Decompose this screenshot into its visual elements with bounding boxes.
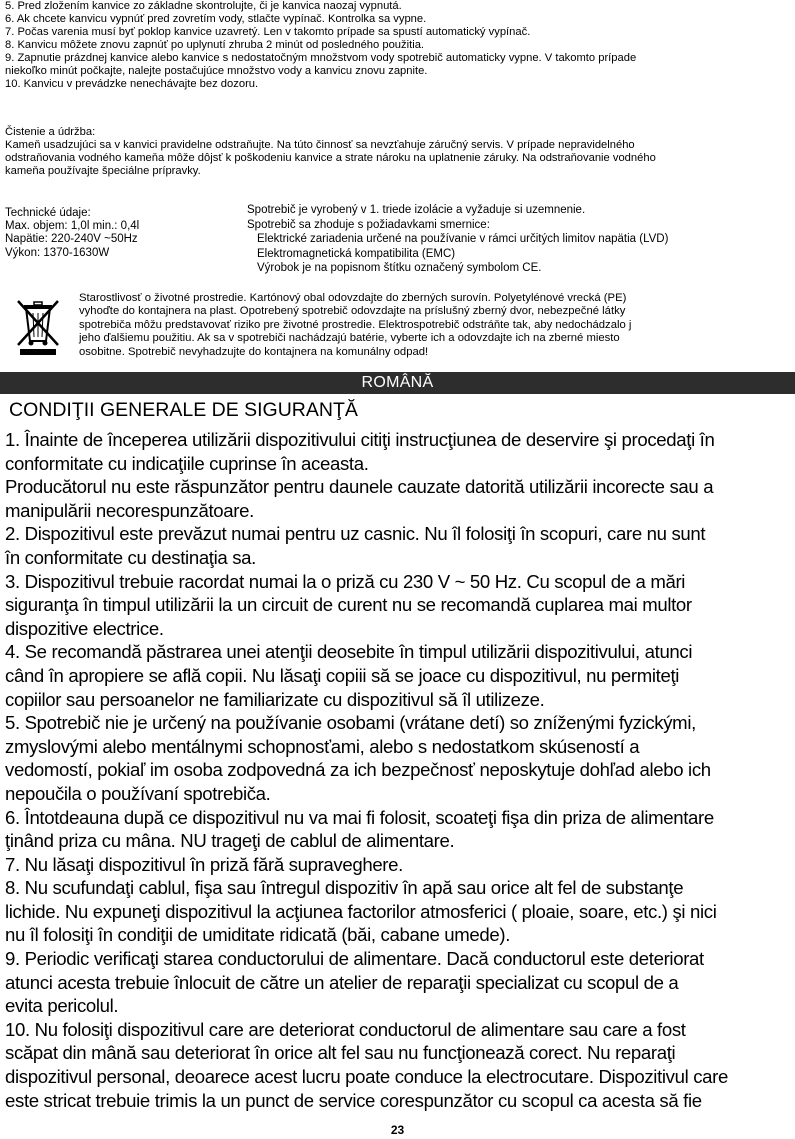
slovak-safety-line: 8. Kanvicu môžete znovu zapnúť po uplynutí zhruba 2 minút od posledného použitia.	[5, 39, 425, 51]
compliance-line: Spotrebič sa zhoduje s požiadavkami smernice:	[247, 218, 490, 231]
romanian-line: nepoučila o používaní spotrebiča.	[5, 782, 271, 804]
slovak-safety-line: 10. Kanvicu v prevádzke nenechávajte bez dozoru.	[5, 78, 259, 90]
romanian-line: 4. Se recomandă păstrarea unei atenţii deosebite în timpul utilizării dispozitivului, atunci	[5, 641, 693, 663]
cleaning-line: kameňa používajte špeciálne prípravky.	[5, 165, 201, 177]
tech-line: Technické údaje:	[5, 207, 91, 219]
romanian-line: siguranţa în timpul utilizării la un circuit de curent nu se recomandă cuplarea mai multor	[5, 594, 692, 616]
slovak-cleaning-section	[5, 126, 790, 178]
romanian-line: 2. Dispozitivul este prevăzut numai pentru uz casnic. Nu îl folosiţi în scopuri, care nu sunt	[5, 523, 706, 545]
cleaning-line: Kameň usadzujúci sa v kanvici pravidelne odstraňujte. Na túto činnosť sa nevzťahuje záručný servis. V prípade nepravidelného	[5, 139, 635, 151]
cleaning-line: odstraňovania vodného kameňa môže dôjsť k poškodeniu kanvice a strate nároku na uplatnenie záruky. Na odstraňovanie vodného	[5, 152, 656, 164]
environment-line: spotrebiča môžu predstavovať riziko pre životné prostredie. Elektrospotrebič odstráňte tak, aby nedochádzalo j	[79, 318, 632, 331]
tech-line: Max. objem: 1,0l min.: 0,4l	[5, 220, 140, 233]
romanian-line: copiilor sau persoanelor ne familiarizate cu dispozitivul să îl utilizeze.	[5, 688, 545, 710]
compliance-line: Výrobok je na popisnom štítku označený symbolom CE.	[257, 262, 542, 275]
romanian-line: este stricat trebuie trimis la un punct de service corespunzător cu scopul ca acesta să fie	[5, 1089, 702, 1111]
romanian-section-title: CONDIŢII GENERALE DE SIGURANŢĂ	[9, 399, 358, 421]
romanian-line: dispozitive electrice.	[5, 617, 164, 639]
romanian-line: vedomostí, pokiaľ im osoba zodpovedná za ich bezpečnosť neposkytuje dohľad alebo ich	[5, 759, 711, 781]
language-banner-label: ROMÂNĂ	[361, 374, 434, 391]
slovak-safety-line: 5. Pred zložením kanvice zo základne skontrolujte, či je kanvica naozaj vypnutá.	[5, 0, 402, 12]
romanian-line: 10. Nu folosiţi dispozitivul care are deteriorat conductorul de alimentare sau care a fost	[5, 1018, 686, 1040]
compliance-line: Elektromagnetická kompatibilita (EMC)	[257, 247, 456, 260]
romanian-line: conformitate cu indicaţiile cuprinse în aceasta.	[5, 452, 369, 474]
compliance-info	[247, 203, 792, 276]
romanian-line: manipulării necorespunzătoare.	[5, 499, 254, 521]
page-number: 23	[390, 1123, 405, 1137]
slovak-safety-line: 9. Zapnutie prázdnej kanvice alebo kanvice s nedostatočným množstvom vody spotrebič automaticky vypne. V takomto prípade	[5, 52, 637, 64]
environment-line: jeho ďalšiemu použitiu. Ak sa v spotrebiči nachádzajú batérie, vyberte ich a odovzdajte ich na zberné miesto	[79, 332, 620, 345]
romanian-line: nu îl folosiţi în condiţii de umiditate ridicată (băi, cabane umede).	[5, 924, 511, 946]
romanian-line: evita pericolul.	[5, 995, 119, 1017]
crossed-out-wheelie-bin-icon	[12, 297, 64, 357]
slovak-safety-section	[5, 0, 790, 91]
romanian-line: în conformitate cu destinaţia sa.	[5, 546, 256, 568]
tech-line: Výkon: 1370-1630W	[5, 246, 110, 259]
romanian-line: 5. Spotrebič nie je určený na používanie osobami (vrátane detí) so zníženými fyzickými,	[5, 712, 696, 734]
romanian-line: 6. Întotdeauna după ce dispozitivul nu va mai fi folosit, scoateţi fişa din priza de alimentare	[5, 806, 714, 828]
environment-info	[79, 292, 791, 359]
romanian-line: când în apropiere se află copii. Nu lăsaţi copiii să se joace cu dispozitivul, nu permiteţi	[5, 664, 680, 686]
slovak-safety-line: niekoľko minút počkajte, nalejte postačujúce množstvo vody a kanvicu znovu zapnite.	[5, 65, 428, 77]
environment-line: vyhoďte do kontajnera na plast. Opotrebený spotrebič odovzdajte na príslušný zberný dvor, nebezpečné látky	[79, 305, 626, 318]
romanian-line: scăpat din mână sau deteriorat în orice alt fel sau nu funcţionează corect. Nu reparaţi	[5, 1042, 676, 1064]
romanian-line: lichide. Nu expuneţi dispozitivul la acţiunea factorilor atmosferici ( ploaie, soare, etc.) şi nici	[5, 900, 717, 922]
slovak-safety-line: 7. Počas varenia musí byť poklop kanvice uzavretý. Len v takomto prípade sa spustí automatický vypínač.	[5, 26, 531, 38]
romanian-safety-text	[5, 428, 793, 1112]
compliance-line: Spotrebič je vyrobený v 1. triede izolácie a vyžaduje si uzemnenie.	[247, 204, 586, 216]
language-banner	[0, 372, 795, 394]
environment-line: Starostlivosť o životné prostredie. Kartónový obal odovzdajte do zberných surovín. Polyetylénové vrecká (PE)	[79, 292, 627, 304]
technical-data	[5, 207, 240, 260]
romanian-line: 8. Nu scufundaţi cablul, fişa sau întregul dispozitiv în apă sau orice alt fel de substanţe	[5, 877, 684, 899]
romanian-line: ţinând priza cu mâna. NU trageţi de cablul de alimentare.	[5, 830, 455, 852]
romanian-line: dispozitivul personal, deoarece acest lucru poate conduce la electrocutare. Dispozitivul care	[5, 1066, 728, 1088]
romanian-line: 7. Nu lăsaţi dispozitivul în priză fără supraveghere.	[5, 853, 403, 875]
slovak-safety-line: 6. Ak chcete kanvicu vypnúť pred zovretím vody, stlačte vypínač. Kontrolka sa vypne.	[5, 13, 427, 25]
compliance-line: Elektrické zariadenia určené na používanie v rámci určitých limitov napätia (LVD)	[257, 233, 669, 246]
cleaning-title: Čistenie a údržba:	[5, 126, 96, 138]
romanian-line: 9. Periodic verificaţi starea conductorului de alimentare. Dacă conductorul este deteriorat	[5, 948, 704, 970]
romanian-line: 1. Înainte de începerea utilizării dispozitivului citiţi instrucţiunea de deservire şi procedaţi în	[5, 429, 715, 450]
tech-line: Napätie: 220-240V ~50Hz	[5, 233, 138, 246]
romanian-line: Producătorul nu este răspunzător pentru daunele cauzate datorită utilizării incorecte sau a	[5, 476, 714, 498]
romanian-line: atunci acesta trebuie înlocuit de către un atelier de reparaţii specializat cu scopul de a	[5, 971, 679, 993]
romanian-line: 3. Dispozitivul trebuie racordat numai la o priză cu 230 V ~ 50 Hz. Cu scopul de a mări	[5, 570, 686, 592]
romanian-line: zmyslovými alebo mentálnymi schopnosťami, alebo s nedostatkom skúseností a	[5, 735, 640, 757]
environment-line: osobitne. Spotrebič nevyhadzujte do kontajnera na komunálny odpad!	[79, 345, 429, 358]
